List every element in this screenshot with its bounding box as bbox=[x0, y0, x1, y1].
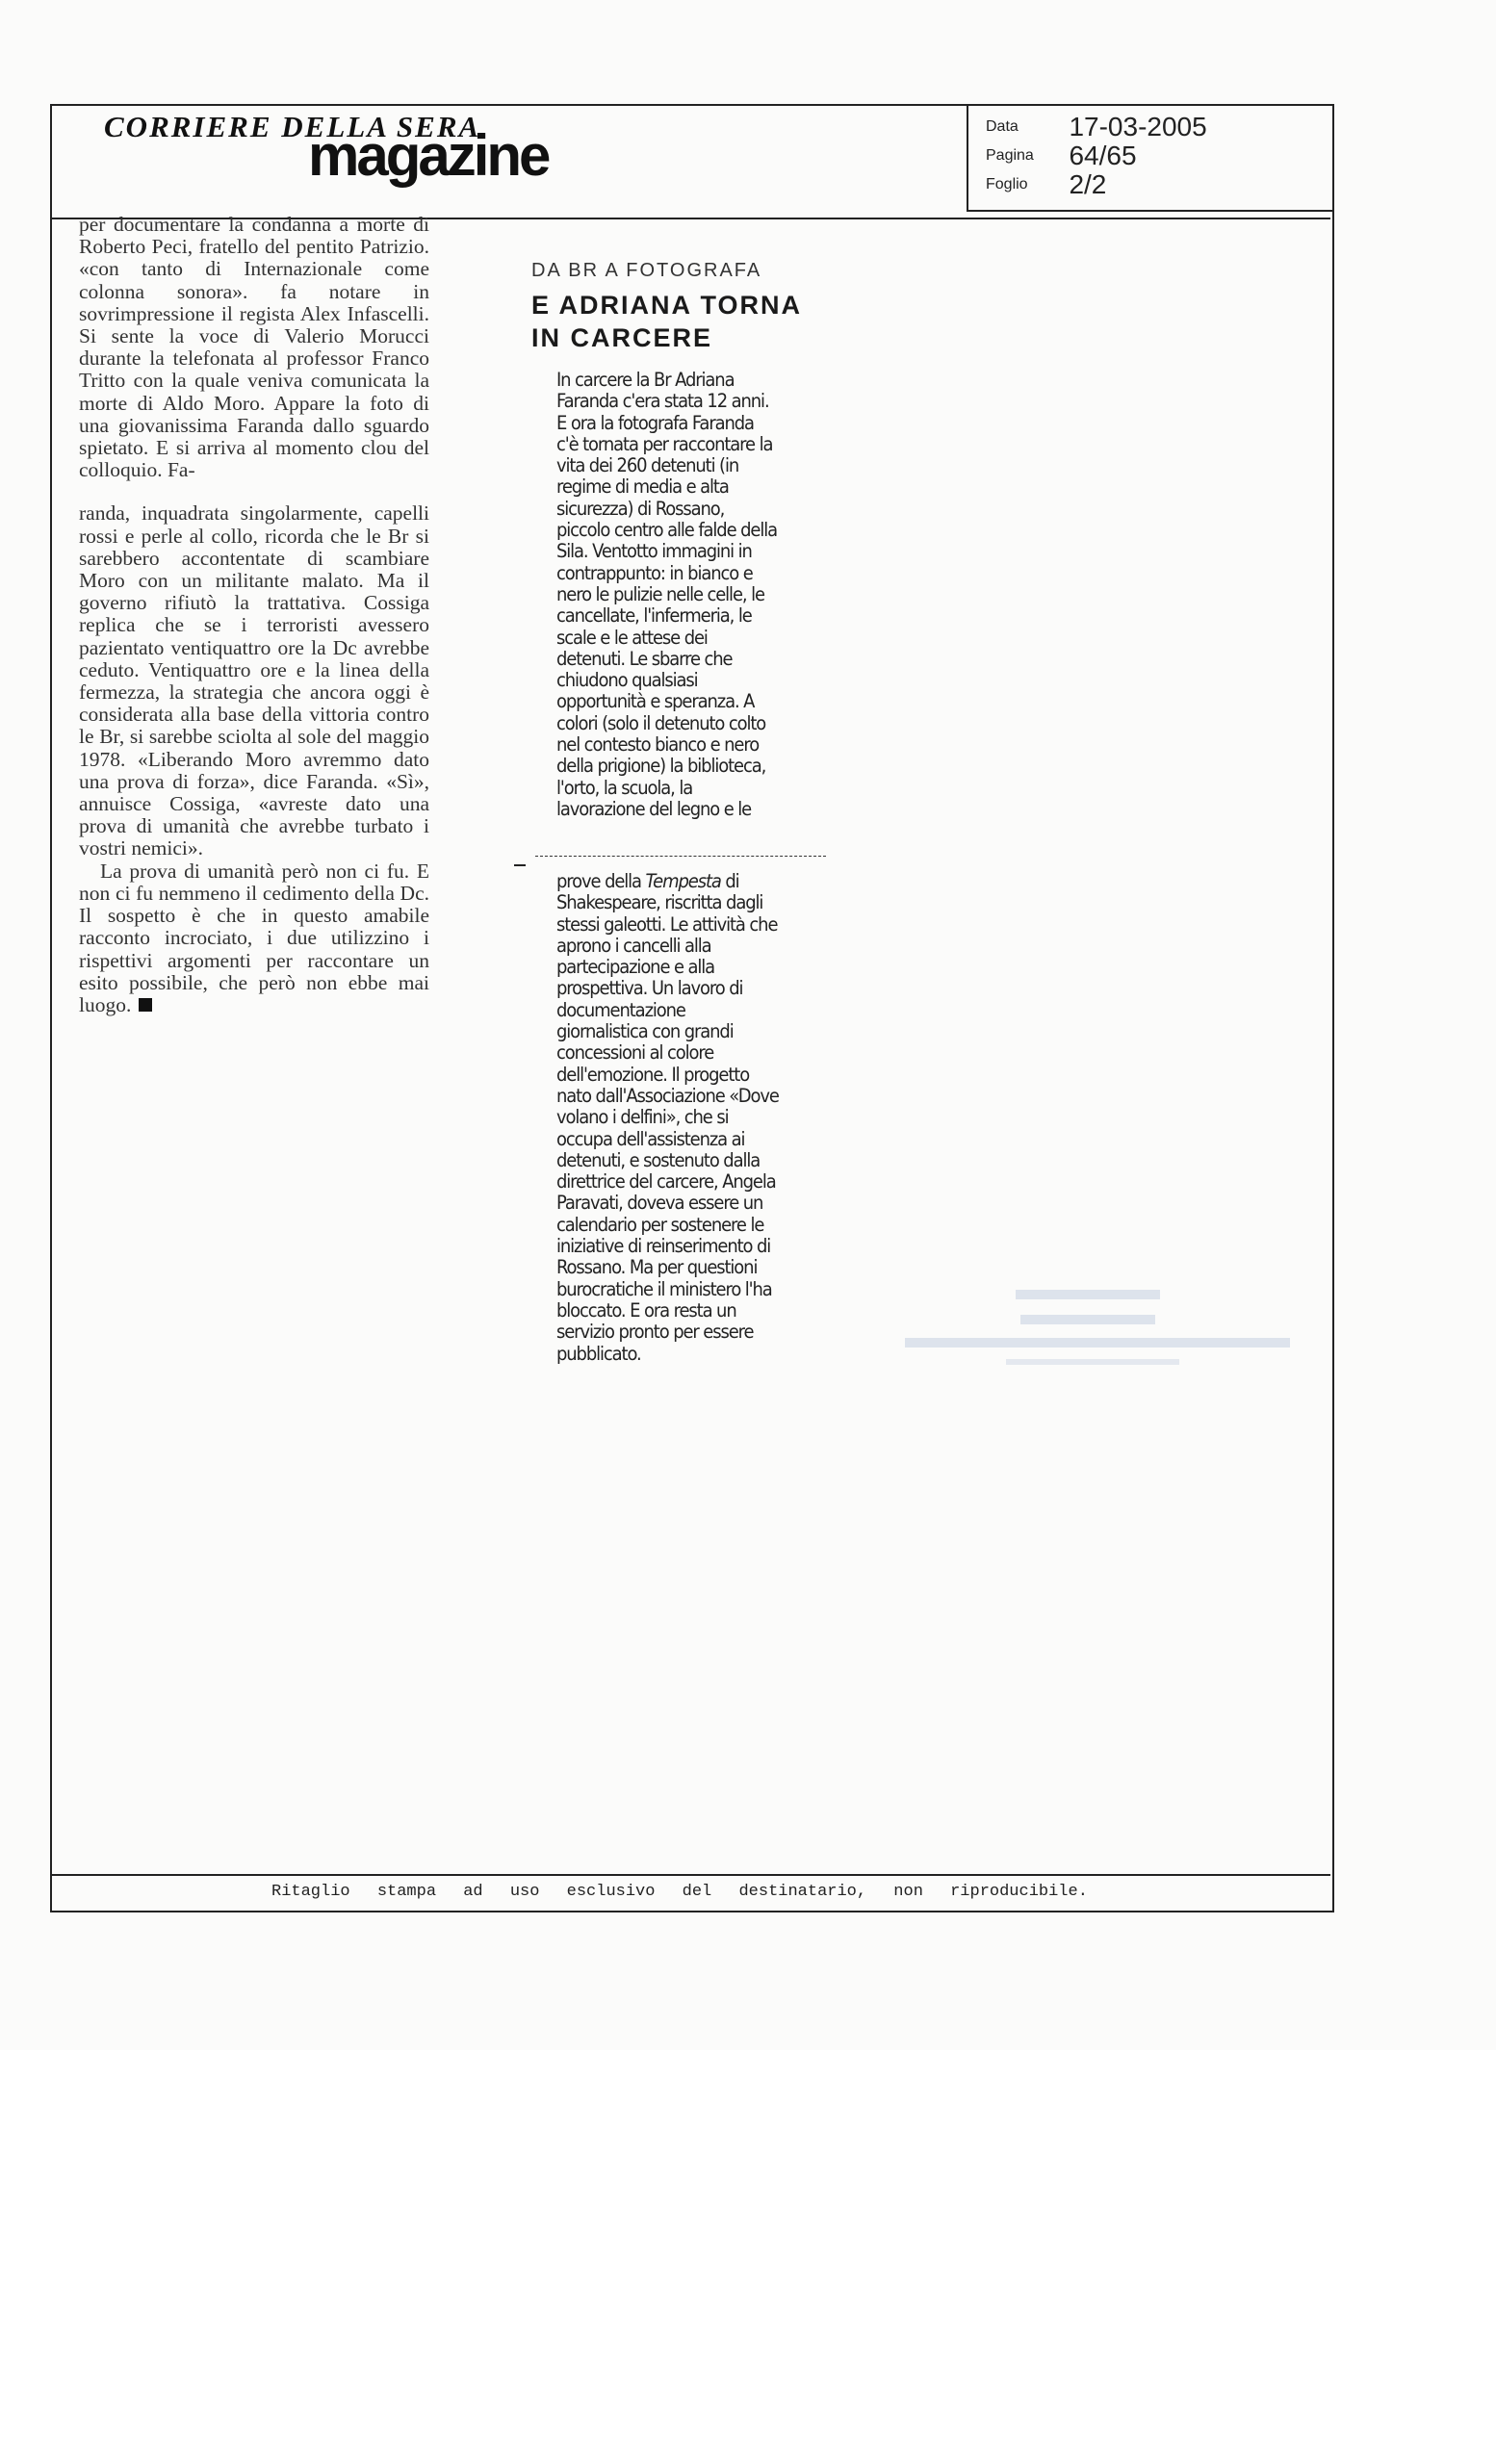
article-body-bottom-pre: prove della bbox=[556, 870, 646, 892]
left-paragraph-3-text: La prova di umanità però non ci fu. E non ci fu nemmeno il cedimento della Dc. Il sospetto è che in questo amabile racconto incrociato, i due utilizzino i rispettivi argomenti per raccontare un esito possibile, che però non ebbe mai luogo. bbox=[79, 859, 429, 1016]
faded-stamp bbox=[900, 1278, 1304, 1371]
meta-page bbox=[986, 141, 1137, 171]
meta-date bbox=[986, 112, 1207, 142]
supplement-logo: magazine bbox=[308, 123, 549, 188]
left-column bbox=[79, 214, 429, 1016]
meta-sheet bbox=[986, 169, 1106, 200]
sheet-value: 2/2 bbox=[1069, 169, 1107, 199]
footer-notice: Ritaglio stampa ad uso esclusivo del destinatario, non riproducibile. bbox=[271, 1883, 1088, 1901]
article-body-top: In carcere la Br Adriana Faranda c'era stata 12 anni. E ora la fotografa Faranda c'è tornata per raccontare la vita dei 260 detenuti (in regime di media e alta sicurezza) di Rossano, piccolo centro alle falde della Sila. Ventotto immagini in contrappunto: in bianco e nero le pulizie nelle celle, le cancellate, l'infermeria, le scale e le attese dei detenuti. Le sbarre che chiudono qualsiasi opportunità e speranza. A colori (solo il detenuto colto nel contesto bianco e nero della prigione) la biblioteca, l'orto, la scuola, la lavorazione del legno e le bbox=[556, 369, 777, 820]
footer-divider bbox=[50, 1874, 1330, 1876]
article-kicker: DA BR A FOTOGRAFA bbox=[531, 260, 762, 281]
left-paragraph-1: per documentare la condanna a morte di Roberto Peci, fratello del pentito Patrizio. «con tanto di Internazionale come colonna sonora». fa notare in sovrimpressione il regista Alex Infascelli. Si sente la voce di Valerio Morucci durante la telefonata al professor Franco Tritto con la quale veniva comunicata la morte di Aldo Moro. Appare la foto di una giovanissima Faranda dallo sguardo spietato. E si arriva al momento clou del colloquio. Fa- bbox=[79, 213, 429, 482]
page-label: Pagina bbox=[986, 147, 1034, 164]
column-tick bbox=[514, 864, 526, 866]
page-value: 64/65 bbox=[1069, 141, 1137, 170]
article-body-bottom bbox=[556, 871, 780, 1365]
article-body-bottom-post: di Shakespeare, riscritta dagli stessi galeotti. Le attività che aprono i cancelli alla partecipazione e alla prospettiva. Un lavoro di documentazione giornalistica con grandi concessioni al colore dell'emozione. Il progetto nato dall'Associazione «Dove volano i delfini», che si occupa dell'assistenza ai detenuti, e sostenuto dalla direttrice del carcere, Angela Paravati, doveva essere un calendario per sostenere le iniziative di reinserimento di Rossano. Ma per questioni burocratiche il ministero l'ha bloccato. E ora resta un servizio pronto per essere pubblicato. bbox=[556, 870, 779, 1365]
play-title: Tempesta bbox=[645, 870, 721, 892]
date-label: Data bbox=[986, 118, 1019, 135]
column-divider bbox=[535, 856, 826, 857]
newspaper-name: CORRIERE DELLA SERA bbox=[104, 110, 481, 143]
end-of-article-mark bbox=[139, 998, 152, 1012]
article-headline: E ADRIANA TORNA IN CARCERE bbox=[531, 291, 802, 352]
stamp-mark bbox=[900, 1278, 1304, 1365]
sheet-label: Foglio bbox=[986, 176, 1028, 192]
date-value: 17-03-2005 bbox=[1069, 112, 1207, 141]
left-paragraph-3 bbox=[79, 860, 429, 1016]
left-paragraph-2: randa, inquadrata singolarmente, capelli rossi e perle al collo, ricorda che le Br si sarebbero accontentate di scambiare Moro con un militante malato. Ma il governo rifiutò la trattativa. Cossiga replica che se i terroristi avessero pazientato ventiquattro ore la Dc avrebbe ceduto. Ventiquattro ore e la linea della fermezza, la strategia che ancora oggi è considerata alla base della vittoria contro le Br, si sarebbe sciolta al sole del maggio 1978. «Liberando Moro avremmo dato una prova di forza», dice Faranda. «Sì», annuisce Cossiga, «avreste dato una prova di umanità che avrebbe turbato i vostri nemici». bbox=[79, 501, 429, 860]
